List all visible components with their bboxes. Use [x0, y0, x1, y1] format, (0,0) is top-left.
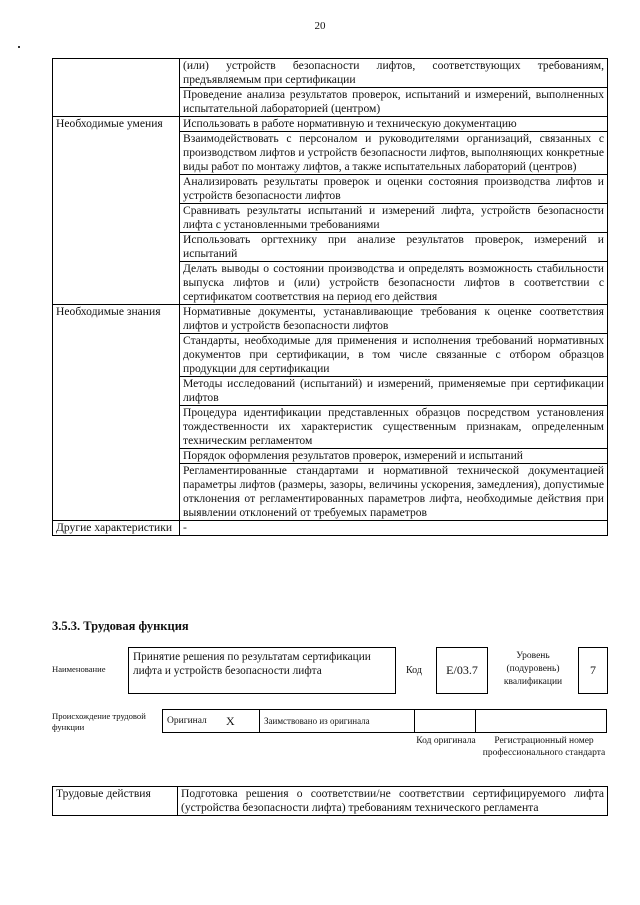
row-text: Проведение анализа результатов проверок, испытаний и измерений, выполненных испытательной лабораторией (центром) [180, 88, 608, 117]
row-text: Делать выводы о состоянии производства и определять возможность стабильности выпуска лифтов и (или) устройств безопасности лифтов в соответствии с сертификатом соответствия на период его действия [180, 262, 608, 305]
scan-mark [18, 46, 20, 48]
row-group-label [53, 59, 180, 117]
original-mark: X [222, 710, 260, 733]
row-text: Методы исследований (испытаний) и измерений, применяемые при сертификации лифтов [180, 377, 608, 406]
row-text: - [180, 521, 608, 536]
row-text: Стандарты, необходимые для применения и исполнения требований нормативных документов при сертификации, в том числе связанные с отбором образцов продукции для сертификации [180, 334, 608, 377]
code-label: Код [406, 665, 422, 676]
row-text: Использовать оргтехнику при анализе результатов проверок, измерений и испытаний [180, 233, 608, 262]
row-text: Порядок оформления результатов проверок, измерений и испытаний [180, 449, 608, 464]
table-row [53, 59, 608, 88]
row-group-label: Другие характеристики [53, 521, 180, 536]
table-row [53, 521, 608, 536]
page-number: 20 [314, 20, 326, 32]
table-row [53, 117, 608, 132]
function-code: E/03.7 [436, 647, 488, 694]
qualification-level: 7 [578, 647, 608, 694]
function-name: Принятие решения по результатам сертификации лифта и устройств безопасности лифта [128, 647, 396, 694]
name-label: Наименование [52, 664, 106, 674]
original-cell: Оригинал [163, 710, 223, 733]
reg-number-cell [476, 710, 607, 733]
section-heading: 3.5.3. Трудовая функция [52, 619, 189, 633]
skills-knowledge-table [52, 58, 608, 536]
origin-table [162, 709, 607, 733]
row-text: Процедура идентификации представленных образцов посредством установления тождественности их характеристик существенным признакам, определенным техническим регламентом [180, 406, 608, 449]
row-text: Нормативные документы, устанавливающие требования к оценке соответствия лифтов и устройств безопасности лифтов [180, 305, 608, 334]
row-text: Анализировать результаты проверок и оценки состояния производства лифтов и устройств безопасности лифтов [180, 175, 608, 204]
row-text: Взаимодействовать с персоналом и руководителями организаций, связанных с производством лифтов и устройств безопасности лифтов, выполняющих конкретные виды работ по монтажу лифтов, а также испытательных лабораторий (центров) [180, 132, 608, 175]
origin-label: Происхождение трудовой функции [52, 711, 146, 732]
borrowed-cell: Заимствовано из оригинала [260, 710, 415, 733]
table-row [53, 305, 608, 334]
row-text: Использовать в работе нормативную и техническую документацию [180, 117, 608, 132]
labor-actions-table [52, 786, 608, 816]
row-text: (или) устройств безопасности лифтов, соответствующих требованиям, предъявляемым при сертификации [180, 59, 608, 88]
row-group-label: Необходимые умения [53, 117, 180, 305]
labor-actions-label: Трудовые действия [53, 787, 178, 816]
row-text: Сравнивать результаты испытаний и измерений лифта, устройств безопасности лифта с установленными требованиями [180, 204, 608, 233]
level-label: Уровень (подуровень) квалификации [503, 651, 563, 687]
row-text: Регламентированные стандартами и нормативной технической документацией параметры лифтов (размеры, зазоры, величины ускорения, замедления), допустимые отклонения от регламентированных параметров лифта, необходимые действия при выявлении отклонений от требуемых параметров [180, 464, 608, 521]
reg-number-caption: Регистрационный номер профессионального стандарта [482, 736, 606, 758]
labor-actions-text: Подготовка решения о соответствии/не соответствии сертифицируемого лифта (устройства безопасности лифта) требованиям технического регламента [178, 787, 608, 816]
row-group-label: Необходимые знания [53, 305, 180, 521]
code-original-cell [415, 710, 476, 733]
code-original-caption: Код оригинала [416, 736, 476, 746]
